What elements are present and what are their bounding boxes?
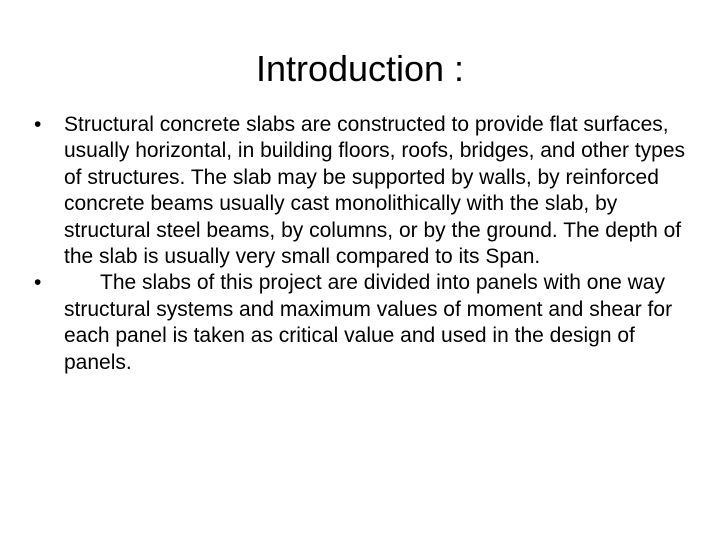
bullet-item — [34, 112, 694, 270]
bullet-text: The slabs of this project are divided into panels with one way structural systems and maximum values of moment and shear for each panel is taken as critical value and used in the design of panels. — [64, 271, 673, 374]
slide-title: Introduction : — [255, 48, 465, 89]
bullet-text: Structural concrete slabs are constructed to provide flat surfaces, usually horizontal, in building floors, roofs, bridges, and other types of structures. The slab may be supported by walls, by reinforced concrete beams usually cast monolithically with the slab, by structural steel beams, by columns, or by the ground. The depth of the slab is usually very small compared to its Span. — [64, 113, 686, 269]
bullet-icon: • — [34, 113, 42, 136]
bullet-icon: • — [34, 271, 42, 295]
bullet-list — [34, 112, 694, 376]
bullet-item — [34, 270, 694, 376]
